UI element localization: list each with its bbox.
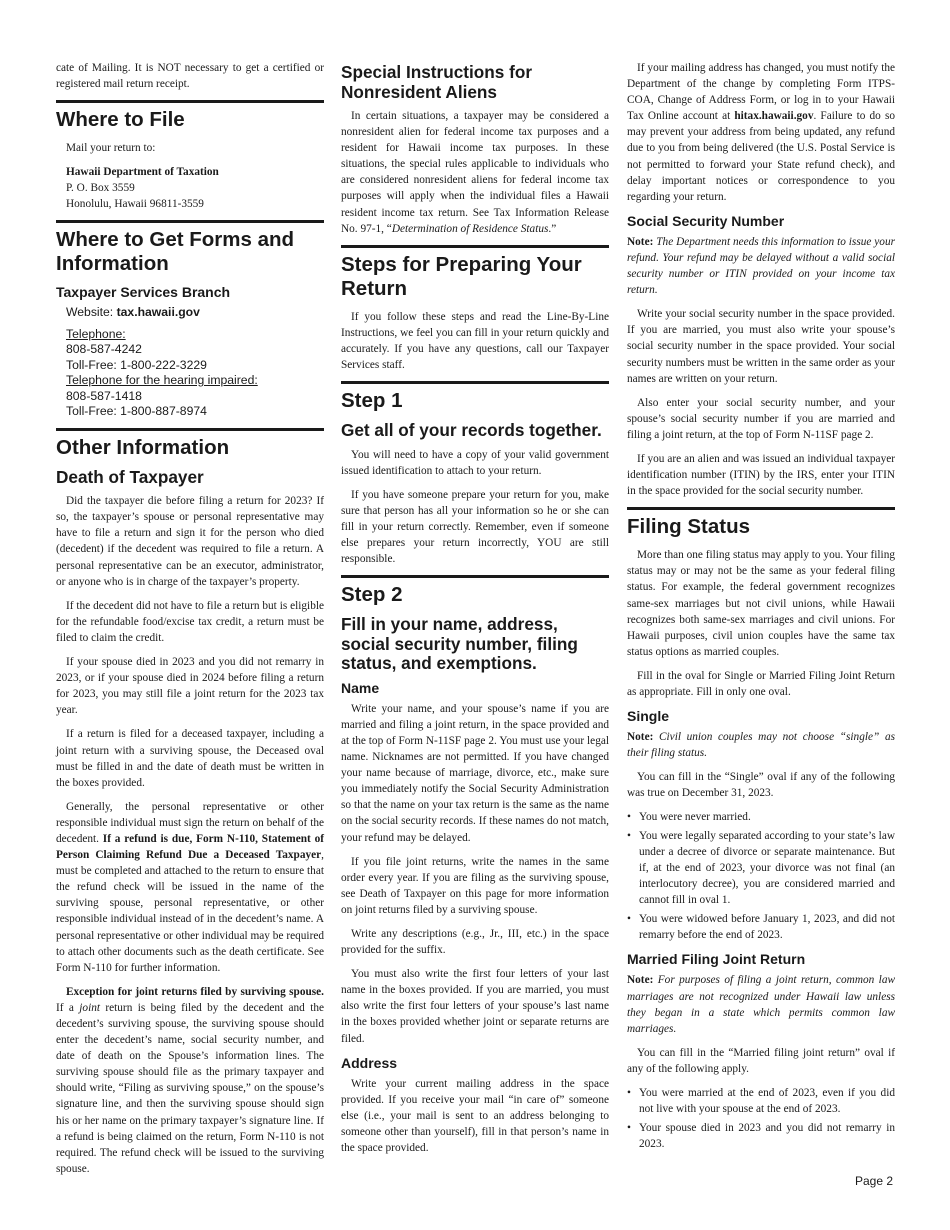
single-heading: Single xyxy=(627,708,670,725)
name-paragraph-1: Write your name, and your spouse’s name if you are married and filing a joint return, in the space provided and at the top of Form N-11SF page 2. You must use your legal name. Nicknames are not permitted. If you have changed your name because of marriage, divorce, etc., make sure you immediately notify the Social Security Administration so that the name on your tax return is the same as the name on the social security records. If these names do not match, your refund may be delayed. xyxy=(341,702,609,844)
list-item: • You were widowed before January 1, 2023, and did not remarry before the end of 2023. xyxy=(627,911,895,943)
hearing-phone: 808-587-1418 xyxy=(66,388,142,403)
nonresident-paragraph: In certain situations, a taxpayer may be considered a nonresident alien for federal income tax purposes and a resident for Hawaii income tax purposes. In these situations, the special rules applicable to individuals who are considered nonresident aliens for federal income tax purposes will apply when the individual files a Hawaii resident income tax return. See Tax Information Release No. 97-1, “Determination of Residence Status.” xyxy=(341,110,609,235)
page-number: Page 2 xyxy=(855,1174,894,1188)
tollfree-number: Toll-Free: 1-800-222-3229 xyxy=(66,357,207,372)
list-item: • You were never married. xyxy=(627,809,895,825)
step-1-paragraph-1: You will need to have a copy of your valid government issued identification to attach to your return. xyxy=(341,448,609,477)
hearing-impaired-label: Telephone for the hearing impaired: xyxy=(66,373,258,388)
other-info-heading: Other Information xyxy=(56,428,324,460)
ssn-paragraph-1: Write your social security number in the space provided. If you are married, you must also write your spouse’s social security number in the space provided. Your social security numbers must be written in the same order as your names are written on your return. xyxy=(627,308,895,385)
steps-heading: Steps for Preparing Your Return xyxy=(341,245,609,301)
list-item: • You were legally separated according to your state’s law under a decree of divorce or separate maintenance. But if, at the end of 2023, your divorce was not final (an interlocutory decree), you are considered married and cannot fill in oval 1. xyxy=(627,828,895,908)
filing-paragraph-1: More than one filing status may apply to you. Your filing status may or may not be the same as your federal filing status. For example, the federal government recognizes same-sex marriages but not civil unions, while Hawaii recognizes both same-sex marriages and civil unions. For Hawaii purposes, civil union couples have the same tax status options as married couples. xyxy=(627,549,895,658)
mfj-heading: Married Filing Joint Return xyxy=(627,951,806,968)
filing-status-heading: Filing Status xyxy=(627,507,895,539)
ssn-paragraph-2: Also enter your social security number, and your spouse’s social security number if you are married and filing a joint return, at the top of Form N-11SF page 2. xyxy=(627,396,895,441)
step-2-heading: Step 2 xyxy=(341,575,609,607)
branch-heading: Taxpayer Services Branch xyxy=(56,284,231,301)
filing-paragraph-2: Fill in the oval for Single or Married Filing Joint Return as appropriate. Fill in only one oval. xyxy=(627,669,895,698)
contact-block xyxy=(66,327,324,420)
address-paragraph: Write your current mailing address in the space provided. If you receive your mail “in care of” someone else (i.e., your mail is sent to an address belonging to someone other than yourself), fill in that person’s name in the space provided. xyxy=(341,1077,609,1155)
mail-to-text: Mail your return to: xyxy=(66,142,156,155)
website-link[interactable]: tax.hawaii.gov xyxy=(116,305,200,320)
list-item: • Your spouse died in 2023 and you did not remarry in 2023. xyxy=(627,1120,895,1152)
ssn-paragraph-3: If you are an alien and was issued an individual taxpayer identification number (ITIN) by the IRS, enter your ITIN in the space provided for the social security number. xyxy=(627,452,895,498)
step-1-paragraph-2: If you have someone prepare your return for you, make sure that person has all your information so he or she can fill in your return correctly. Remember, even if someone else prepares your return incorrectly, YOU are still responsible. xyxy=(341,488,609,566)
single-list xyxy=(627,809,895,943)
death-paragraph-6: Exception for joint returns filed by surviving spouse. If a joint return is being filed by the decedent and the decedent’s surviving spouse, the surviving spouse should enter the decedent’s name, social security number, and date of death on the Spouse’s information lines. The surviving spouse should file as the primary taxpayer and should write, “Filing as surviving spouse,” on the spouse’s signature line, and then the surviving spouse should sign his or her name on the primary taxpayer’s signature line. If a refund is being claimed on the return, Form N-110 is not required. The refund check will be issued to the surviving spouse. xyxy=(56,985,324,1175)
intro-fragment: cate of Mailing. It is NOT necessary to get a certified or registered mail return receipt. xyxy=(56,62,324,91)
name-paragraph-2: If you file joint returns, write the names in the same order every year. If you are filing as the surviving spouse, see Death of Taxpayer on this page for more information on joint returns filed by a surviving spouse. xyxy=(341,855,609,916)
mfj-paragraph: You can fill in the “Married filing joint return” oval if any of the following apply. xyxy=(627,1046,895,1075)
address-continued: If your mailing address has changed, you must notify the Department of the change by completing Form ITPS-COA, Change of Address Form, or log in to your Hawaii Tax Online account at hitax.hawaii.gov. Failure to do so may prevent your address from being updated, any refund due to you from being delivered (the U.S. Postal Service is not permitted to forward your State refund check), and delay important notices or correspondence to you regarding your return. xyxy=(627,62,895,203)
name-paragraph-3: Write any descriptions (e.g., Jr., III, etc.) in the space provided for the suffix. xyxy=(341,928,609,957)
telephone-label: Telephone: xyxy=(66,326,126,341)
death-paragraph-2: If the decedent did not have to file a return but is eligible for the refundable food/excise tax credit, a return must be filed to claim the credit. xyxy=(56,599,324,644)
website-line xyxy=(66,305,324,321)
mfj-list xyxy=(627,1085,895,1152)
ssn-note: Note: The Department needs this information to issue your refund. Your refund may be delayed without a valid social security number or ITIN provided on your income tax return. xyxy=(627,235,895,297)
hitax-link[interactable]: hitax.hawaii.gov xyxy=(734,110,814,123)
single-paragraph: You can fill in the “Single” oval if any of the following was true on December 31, 2023. xyxy=(627,771,895,800)
name-paragraph-4: You must also write the first four letters of your last name in the boxes provided. If you are married, you must also write the first four letters of your spouse’s last name in the boxes provided whether joint or separate returns are filed. xyxy=(341,968,609,1045)
mailing-address xyxy=(66,140,324,212)
ssn-heading: Social Security Number xyxy=(627,212,785,229)
column-left xyxy=(56,60,324,1185)
name-heading: Name xyxy=(341,679,380,696)
step-1-subheading: Get all of your records together. xyxy=(341,420,602,441)
website-label: Website: xyxy=(66,305,117,320)
death-paragraph-4: If a return is filed for a deceased taxpayer, including a joint return with a surviving spouse, the Deceased oval must be filled in and the date of death must be written in the boxes provided. xyxy=(56,728,324,789)
where-to-file-heading: Where to File xyxy=(56,100,324,132)
address-heading: Address xyxy=(341,1054,398,1071)
single-note: Note: Civil union couples may not choose “single” as their filing status. xyxy=(627,731,895,760)
city-line: Honolulu, Hawaii 96811-3559 xyxy=(66,198,204,211)
column-middle xyxy=(341,60,609,1164)
forms-info-heading: Where to Get Forms and Information xyxy=(56,220,324,276)
step-2-subheading: Fill in your name, address, social security number, filing status, and exemptions. xyxy=(341,614,578,674)
death-paragraph-3: If your spouse died in 2023 and you did not remarry in 2023, or if your spouse died in 2024 before filing a return for 2023, you may still file a joint return for the 2023 tax year. xyxy=(56,656,324,717)
column-right xyxy=(627,60,895,1160)
dept-name: Hawaii Department of Taxation xyxy=(66,166,219,179)
hearing-tollfree: Toll-Free: 1-800-887-8974 xyxy=(66,404,207,419)
steps-paragraph: If you follow these steps and read the Line-By-Line Instructions, we feel you can fill in your return quickly and accurately. If you have any questions, call our Taxpayer Services staff. xyxy=(341,310,609,372)
po-box: P. O. Box 3559 xyxy=(66,182,135,195)
phone-number: 808-587-4242 xyxy=(66,342,142,357)
mfj-note: Note: For purposes of filing a joint return, common law marriages are not recognized under Hawaii law unless they began in a state which permits common law marriages. xyxy=(627,974,895,1035)
death-of-taxpayer-heading: Death of Taxpayer xyxy=(56,466,204,487)
step-1-heading: Step 1 xyxy=(341,381,609,413)
death-paragraph-5: Generally, the personal representative or other responsible individual must sign the return on behalf of the decedent. If a refund is due, Form N-110, Statement of Person Claiming Refund Due a Deceased Taxpayer, must be completed and attached to the return to ensure that the refund check will be issued in the name of the surviving spouse, personal representative, or other responsible individual instead of in the decedent’s name. A personal representative or other individual may be required to attach other documents such as the death certificate. See Form N-110 for further information. xyxy=(56,800,324,974)
nonresident-heading: Special Instructions for Nonresident Aliens xyxy=(341,62,533,102)
list-item: • You were married at the end of 2023, even if you did not live with your spouse at the end of 2023. xyxy=(627,1085,895,1117)
death-paragraph-1: Did the taxpayer die before filing a return for 2023? If so, the taxpayer’s spouse or personal representative may have to file a return and sign it for the person who died (decedent) if the decedent was required to file a return. A personal representative can be an executor, administrator, or anyone who is in charge of the taxpayer’s property. xyxy=(56,495,324,588)
